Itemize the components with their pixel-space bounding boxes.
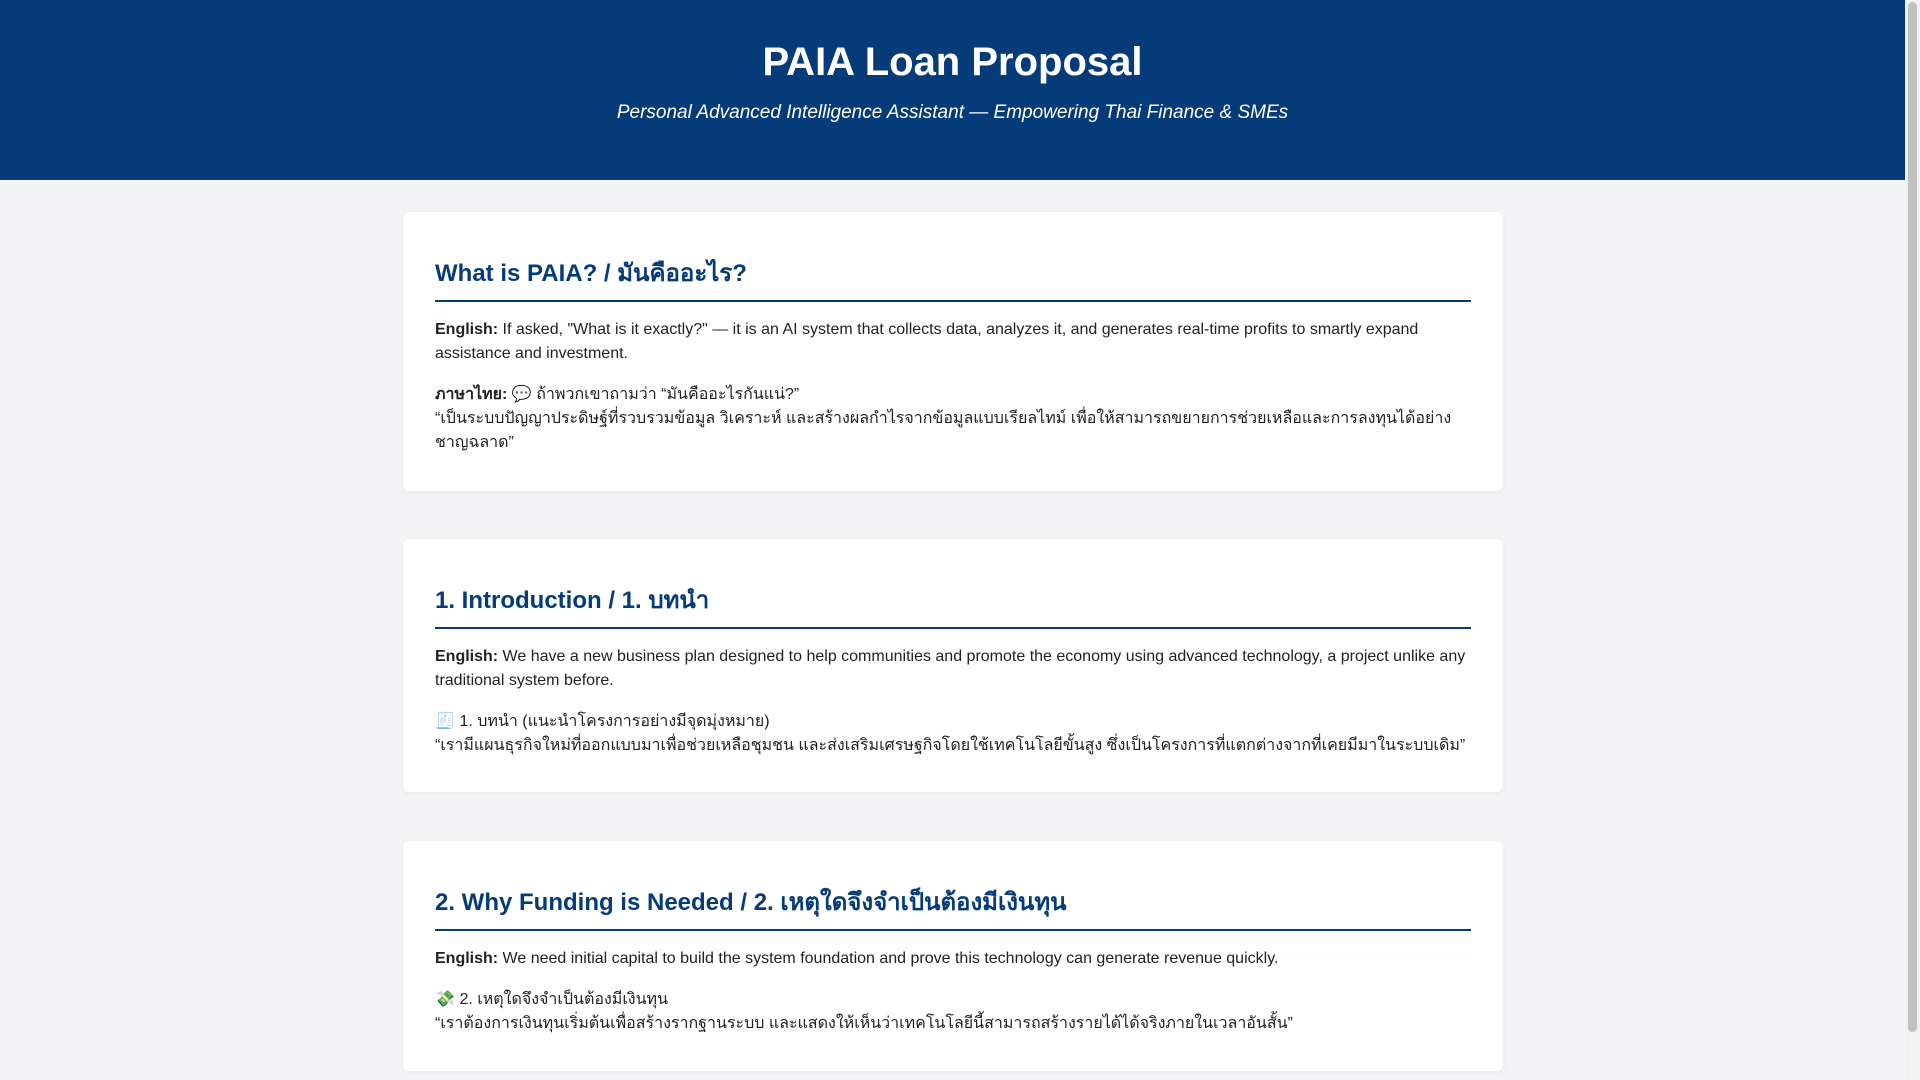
english-label: English: — [435, 648, 499, 665]
english-paragraph — [435, 645, 1471, 693]
thai-label: ภาษาไทย: — [435, 386, 508, 403]
page-header — [0, 0, 1905, 180]
english-text: If asked, "What is it exactly?" — it is an AI system that collects data, analyzes it, and generates real-time profits to smartly expand assistance and investment. — [435, 321, 1419, 362]
thai-intro: 2. เหตุใดจึงจำเป็นต้องมีเงินทุน — [455, 991, 669, 1008]
thai-paragraph — [435, 382, 1471, 455]
vertical-scrollbar[interactable] — [1905, 0, 1920, 1080]
page-title: PAIA Loan Proposal — [762, 40, 1143, 84]
section-heading: 2. Why Funding is Needed / 2. เหตุใดจึงจำเป็นต้องมีเงินทุน — [435, 887, 1471, 931]
section-card-why-funding — [403, 841, 1503, 1071]
thai-paragraph — [435, 709, 1471, 758]
receipt-icon: 🧾 — [435, 711, 455, 730]
english-paragraph — [435, 318, 1471, 366]
section-card-what-is-paia — [403, 212, 1503, 491]
speech-bubble-icon: 💬 — [511, 384, 532, 403]
english-text: We need initial capital to build the system foundation and prove this technology can generate revenue quickly. — [498, 950, 1279, 967]
section-heading: What is PAIA? / มันคืออะไร? — [435, 258, 1471, 302]
thai-text: “เป็นระบบปัญญาประดิษฐ์ที่รวบรวมข้อมูล วิเคราะห์ และสร้างผลกำไรจากข้อมูลแบบเรียลไทม์ เพื่อให้สามารถขยายการช่วยเหลือและการลงทุนได้อย่างชาญฉลาด” — [435, 410, 1452, 451]
thai-intro: 1. บทนำ (แนะนำโครงการอย่างมีจุดมุ่งหมาย) — [455, 713, 770, 730]
money-with-wings-icon: 💸 — [435, 989, 455, 1008]
thai-intro: ถ้าพวกเขาถามว่า “มันคืออะไรกันแน่?” — [531, 386, 800, 403]
section-card-introduction — [403, 539, 1503, 792]
thai-text: “เรามีแผนธุรกิจใหม่ที่ออกแบบมาเพื่อช่วยเหลือชุมชน และส่งเสริมเศรษฐกิจโดยใช้เทคโนโลยีขั้นสูง ซึ่งเป็นโครงการที่แตกต่างจากที่เคยมีมาในระบบเดิม” — [435, 737, 1466, 754]
page-subtitle: Personal Advanced Intelligence Assistant — Empowering Thai Finance & SMEs — [616, 102, 1289, 123]
english-paragraph — [435, 947, 1471, 971]
section-heading: 1. Introduction / 1. บทนำ — [435, 585, 1471, 629]
scrollbar-thumb[interactable] — [1908, 2, 1917, 1032]
thai-text: “เราต้องการเงินทุนเริ่มต้นเพื่อสร้างรากฐานระบบ และแสดงให้เห็นว่าเทคโนโลยีนี้สามารถสร้างรายได้ได้จริงภายในเวลาอันสั้น” — [435, 1015, 1293, 1032]
english-text: We have a new business plan designed to help communities and promote the economy using advanced technology, a project unlike any traditional system before. — [435, 648, 1466, 689]
english-label: English: — [435, 950, 499, 967]
english-label: English: — [435, 321, 499, 338]
thai-paragraph — [435, 987, 1471, 1036]
